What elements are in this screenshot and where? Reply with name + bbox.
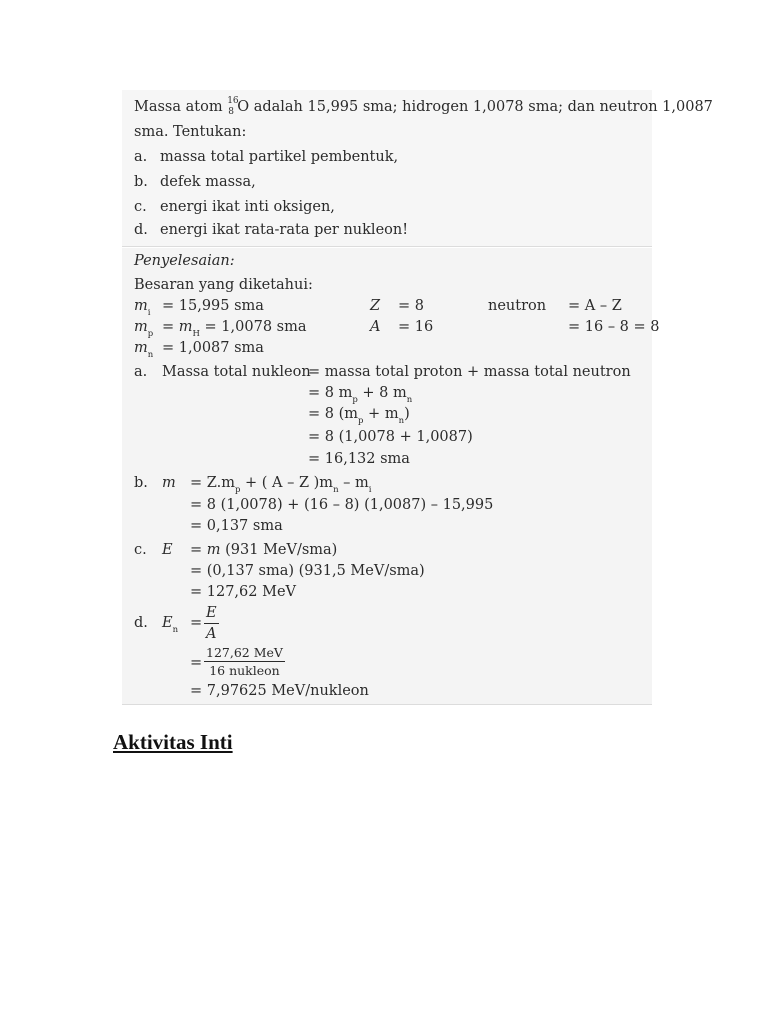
- question-item-b: defek massa,: [160, 174, 256, 190]
- question-item-b-label: b.: [134, 174, 148, 190]
- known-mi-value: = 15,995 sma: [162, 298, 264, 314]
- known-mi: $m_i$: [134, 298, 151, 318]
- question-item-c: energi ikat inti oksigen,: [160, 199, 335, 215]
- fraction-energy-per-nucleon: 127,62 MeV 16 nukleon: [206, 645, 283, 678]
- known-a: A: [370, 319, 381, 335]
- known-mp: $m_p$: [134, 319, 154, 339]
- part-a-line-2: = 8 $m_p + 8$ $m_n$: [308, 385, 413, 405]
- part-a-line-3: = 8 $(m_p + m_n)$: [308, 406, 410, 426]
- question-box: [122, 90, 713, 247]
- part-b-line-2: = 8 (1,0078) + (16 – 8) (1,0087) – 15,995: [190, 497, 494, 513]
- part-d-eq-1: =: [190, 615, 203, 631]
- part-d-symbol: $E_n$: [162, 615, 179, 635]
- part-b-line-3: = 0,137 sma: [190, 518, 283, 534]
- part-a-line-5: = 16,132 sma: [308, 451, 410, 467]
- question-item-a: massa total partikel pembentuk,: [160, 149, 399, 165]
- part-b-line-1: = $Z.m_p$ + ( A – Z )$m_n - m_i$: [190, 475, 372, 495]
- part-b-symbol: m: [162, 475, 176, 491]
- known-a-value: = 16: [398, 319, 434, 335]
- question-item-a-label: a.: [134, 149, 148, 165]
- question-line-1: Massa atom 16 8 O adalah 15,995 sma; hidrogen 1,0078 sma; dan neutron 1,0087: [134, 96, 713, 117]
- known-mp-value: = $m_H = 1,0078$ sma: [162, 319, 307, 339]
- solution-heading: Penyelesaian:: [134, 253, 235, 269]
- neutron-eq-1: = A – Z: [568, 298, 622, 314]
- question-item-c-label: c.: [134, 199, 147, 215]
- part-c-line-3: = 127,62 MeV: [190, 584, 297, 600]
- neutron-eq-2: = 16 – 8 = 8: [568, 319, 660, 335]
- solution-box: [122, 248, 660, 705]
- known-mn-value: = 1,0087 sma: [162, 340, 264, 356]
- known-mn: $m_n$: [134, 340, 154, 360]
- question-item-d: energi ikat rata-rata per nukleon!: [160, 222, 409, 238]
- part-a-line-1: = massa total proton + massa total neutron: [308, 364, 631, 380]
- part-c-symbol: E: [162, 542, 173, 558]
- part-b-label: b.: [134, 475, 148, 491]
- part-c-line-1: = m (931 MeV/sma): [190, 542, 338, 558]
- known-title: Besaran yang diketahui:: [134, 277, 313, 293]
- neutron-label: neutron: [488, 298, 547, 314]
- question-item-d-label: d.: [134, 222, 148, 238]
- fraction-e-over-a: $\frac{E}{A}$: [206, 605, 217, 642]
- known-z-value: = 8: [398, 298, 424, 314]
- part-d-eq-2: =: [190, 655, 203, 671]
- section-heading: Aktivitas Inti: [113, 730, 233, 754]
- part-a-title: Massa total nukleon: [162, 364, 311, 380]
- isotope-symbol: 16 8: [227, 96, 239, 117]
- part-d-line-3: = 7,97625 MeV/nukleon: [190, 683, 369, 699]
- part-a-line-4: = 8 (1,0078 + 1,0087): [308, 429, 473, 445]
- part-d-label: d.: [134, 615, 148, 631]
- part-c-label: c.: [134, 542, 147, 558]
- known-z: Z: [370, 298, 381, 314]
- part-a-label: a.: [134, 364, 148, 380]
- part-c-line-2: = (0,137 sma) (931,5 MeV/sma): [190, 563, 425, 579]
- question-line-2: sma. Tentukan:: [134, 124, 247, 140]
